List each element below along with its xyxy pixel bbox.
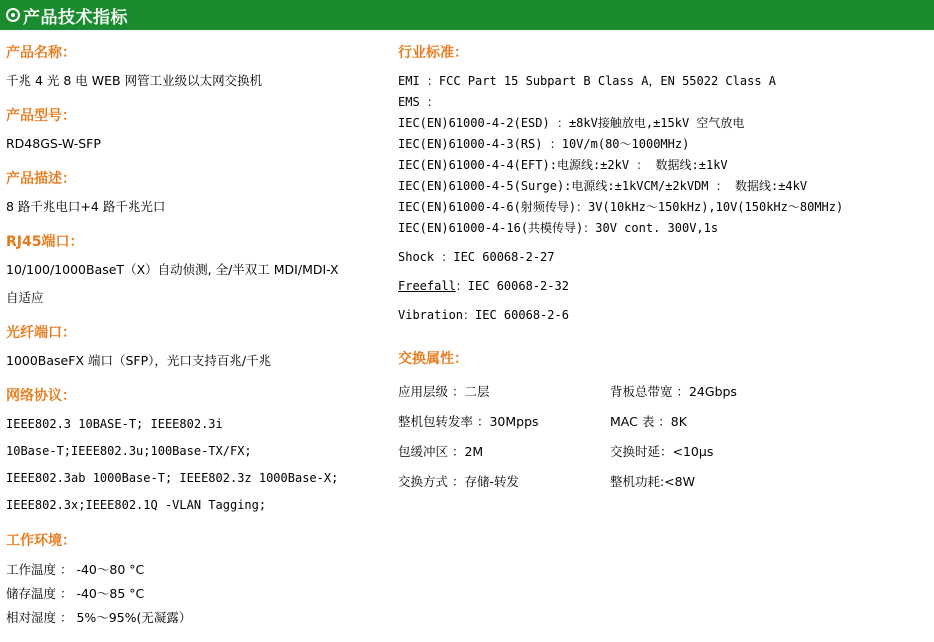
section-line: 自适应 xyxy=(6,290,44,305)
attr-cell: 交换方式 ：存储-转发 xyxy=(398,474,519,489)
standard-line: EMS ： xyxy=(398,95,439,109)
section-title: 交换属性： xyxy=(398,351,468,367)
page-header xyxy=(0,0,934,30)
standard-line: EMI ：FCC Part 15 Subpart B Class A，EN 55022 Class A xyxy=(398,74,777,88)
freefall-value: ：IEC 60068-2-32 xyxy=(455,279,569,293)
section-line: 千兆 4 光 8 电 WEB 网管工业级以太网交换机 xyxy=(6,73,263,88)
right-column xyxy=(396,42,934,642)
section-title: 光纤端口： xyxy=(6,325,76,341)
attributes-table xyxy=(398,377,934,497)
section-title: 产品名称： xyxy=(6,45,76,61)
section-product-description xyxy=(6,168,396,217)
table-row xyxy=(398,407,934,437)
attr-cell: 包缓冲区 ：2M xyxy=(398,444,484,459)
section-title: RJ45端口： xyxy=(6,234,84,250)
section-line: IEEE802.3ab 1000Base-T; IEEE802.3z 1000Base-X; xyxy=(6,471,339,485)
section-line: 10Base-T;IEEE802.3u;100Base-TX/FX; xyxy=(6,444,252,458)
attr-cell: 背板总带宽 ：24Gbps xyxy=(610,384,737,399)
section-title: 工作环境： xyxy=(6,533,76,549)
standard-line: IEC(EN)61000-4-4(EFT):电源线:±2kV ： 数据线:±1kV xyxy=(398,158,728,172)
section-line: 相对湿度 ： 5%～95%(无凝露） xyxy=(6,610,192,625)
left-column xyxy=(0,42,396,642)
section-switch-attributes xyxy=(398,348,934,497)
table-row xyxy=(398,467,934,497)
section-line: IEEE802.3 10BASE-T; IEEE802.3i xyxy=(6,417,223,431)
standard-line: IEC(EN)61000-4-2(ESD) ：±8kV接触放电,±15kV 空气放电 xyxy=(398,116,745,130)
section-working-environment xyxy=(6,530,396,628)
section-title: 网络协议： xyxy=(6,388,76,404)
attr-cell: 整机包转发率 ：30Mpps xyxy=(398,414,539,429)
attr-cell: 交换时延：<10μs xyxy=(610,444,714,459)
section-product-name xyxy=(6,42,396,91)
section-rj45-port xyxy=(6,231,396,308)
section-line: 储存温度 ： -40～85 °C xyxy=(6,586,145,601)
section-line: RD48GS-W-SFP xyxy=(6,136,101,151)
section-line: IEEE802.3x;IEEE802.1Q -VLAN Tagging; xyxy=(6,498,267,512)
page-title: 产品技术指标 xyxy=(23,7,128,27)
standard-line: IEC(EN)61000-4-5(Surge):电源线:±1kVCM/±2kVDM ： 数据线:±4kV xyxy=(398,179,808,193)
section-line: 1000BaseFX 端口（SFP），光口支持百兆/千兆 xyxy=(6,353,272,368)
section-title: 产品型号： xyxy=(6,108,76,124)
standard-line: IEC(EN)61000-4-6(射频传导)：3V(10kHz～150kHz),10V(150kHz～80MHz) xyxy=(398,200,844,214)
section-title: 产品描述： xyxy=(6,171,76,187)
section-title: 行业标准： xyxy=(398,45,468,61)
section-line: 10/100/1000BaseT（X）自动侦测, 全/半双工 MDI/MDI-X xyxy=(6,262,339,277)
shock-line: Shock ：IEC 60068-2-27 xyxy=(398,250,555,264)
section-network-protocol xyxy=(6,385,396,516)
attr-cell: MAC 表 ：8K xyxy=(610,414,687,429)
vibration-line: Vibration：IEC 60068-2-6 xyxy=(398,308,569,322)
content-columns xyxy=(0,30,934,642)
section-line: 8 路千兆电口+4 路千兆光口 xyxy=(6,199,166,214)
target-icon xyxy=(6,8,20,22)
section-fiber-port xyxy=(6,322,396,371)
freefall-label: Freefall xyxy=(398,279,456,293)
section-line: 工作温度 ： -40～80 °C xyxy=(6,562,145,577)
attr-cell: 应用层级 ：二层 xyxy=(398,384,490,399)
section-industry-standard xyxy=(398,42,934,326)
table-row xyxy=(398,377,934,407)
section-product-model xyxy=(6,105,396,154)
table-row xyxy=(398,437,934,467)
standard-line: IEC(EN)61000-4-3(RS) ：10V/m(80～1000MHz) xyxy=(398,137,690,151)
freefall-line xyxy=(398,276,934,297)
attr-cell: 整机功耗:<8W xyxy=(610,474,695,489)
standard-line: IEC(EN)61000-4-16(共模传导)：30V cont. 300V,1s xyxy=(398,221,719,235)
